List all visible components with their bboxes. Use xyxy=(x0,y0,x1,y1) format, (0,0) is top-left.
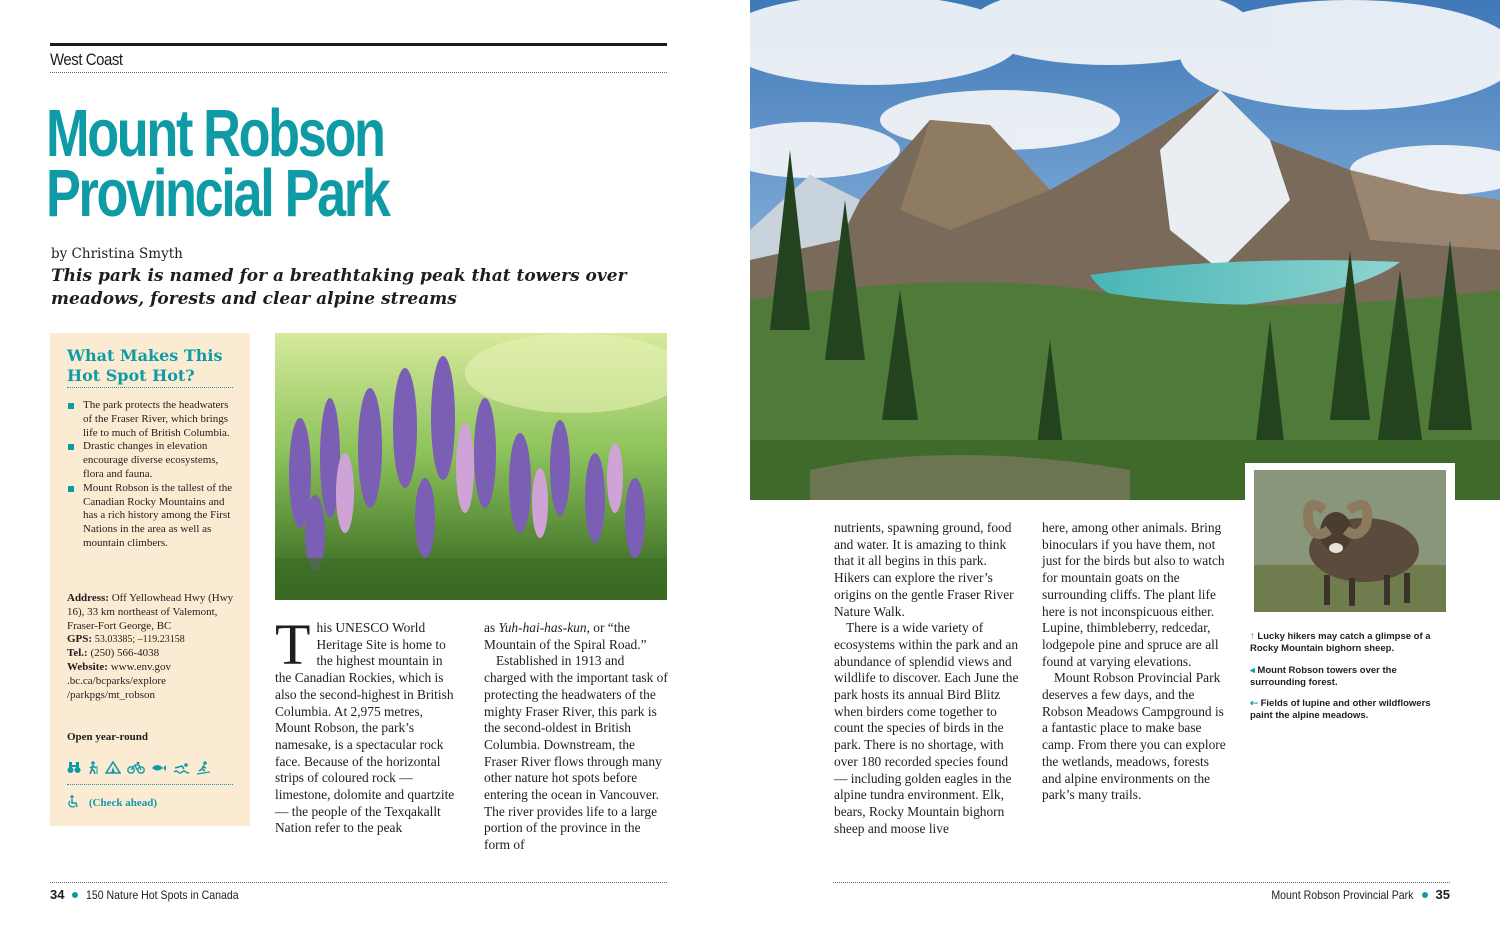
sidebar-bullet-list xyxy=(67,399,237,551)
mount-robson-photo xyxy=(750,0,1500,500)
body-column-2 xyxy=(484,620,668,854)
camping-icon xyxy=(105,761,121,777)
sidebar-divider xyxy=(67,784,233,785)
cycling-icon xyxy=(127,761,145,777)
body-column-4 xyxy=(1042,520,1228,804)
hiking-icon xyxy=(87,761,99,777)
body-paragraph: here, among other animals. Bring binoculars if you have them, not just for the birds but also to watch for mountain goats on the surrounding cliffs. The plant life here is not inconspicuous either. Lupine, thimbleberry, redcedar, lodgepole pine and spruce are all found at varying elevations. xyxy=(1042,520,1225,669)
accessibility-note xyxy=(67,795,157,809)
park-info xyxy=(67,592,237,702)
arrow-left-icon: ⇠ xyxy=(1250,698,1258,709)
text-run: as xyxy=(484,620,496,635)
accessibility-text: (Check ahead) xyxy=(88,797,157,809)
native-name: Yuh-hai-has-kun xyxy=(498,620,587,635)
tel-label: Tel.: xyxy=(67,647,88,660)
top-rule xyxy=(50,43,667,46)
body-paragraph xyxy=(484,620,668,653)
list-item: Mount Robson is the tallest of the Canadian Rocky Mountains and has a rich history among the First Nations in the area as well as mountain climbers. xyxy=(67,482,237,551)
activity-icons xyxy=(67,761,237,777)
bighorn-sheep-photo xyxy=(1254,470,1446,612)
body-paragraph: his UNESCO World Heritage Site is home to the highest mountain in the Canadian Rockies, which is also the second-highest in British Columbia. At 2,975 metres, Mount Robson, the park’s namesake, is a spectacular rock face. Because of the horizontal strips of coloured rock — limestone, dolomite and quartzite — the people of the Texqakallt Nation refer to the peak xyxy=(275,620,455,836)
arrow-up-icon: ↑ xyxy=(1250,631,1255,642)
running-head: Mount Robson Provincial Park xyxy=(1271,887,1414,902)
section-divider xyxy=(50,72,667,73)
book-title: 150 Nature Hot Spots in Canada xyxy=(86,887,240,902)
folio-dot-icon xyxy=(72,892,78,898)
footer-right xyxy=(1252,887,1450,902)
skiing-icon xyxy=(196,761,211,777)
body-column-3 xyxy=(834,520,1020,837)
caption-text: Lucky hikers may catch a glimpse of a Rocky Mountain bighorn sheep. xyxy=(1250,631,1431,654)
title-line-1: Mount Robson xyxy=(46,96,384,171)
drop-cap: T xyxy=(275,612,311,677)
photo-caption xyxy=(1250,631,1450,654)
sidebar-divider xyxy=(67,387,233,388)
article-title xyxy=(46,96,530,231)
swimming-icon xyxy=(173,761,190,777)
footer-divider xyxy=(833,882,1450,883)
binoculars-icon xyxy=(67,761,81,777)
website-label: Website: xyxy=(67,660,108,673)
page-number: 35 xyxy=(1435,887,1450,902)
gps-value: 53.03385; –119.23158 xyxy=(94,634,185,646)
footer-divider xyxy=(50,882,667,883)
caption-text: Fields of lupine and other wildflowers paint the alpine meadows. xyxy=(1250,698,1431,721)
list-item: Drastic changes in elevation encourage diverse ecosystems, flora and fauna. xyxy=(67,440,237,481)
body-column-1 xyxy=(275,612,459,837)
hot-spot-sidebar xyxy=(50,333,250,826)
text-run: , or “the Mountain of the Spiral Road.” xyxy=(484,620,647,652)
title-line-2: Provincial Park xyxy=(46,156,389,231)
gps-label: GPS: xyxy=(67,633,93,646)
list-item: The park protects the headwaters of the Fraser River, which brings life to much of British Columbia. xyxy=(67,399,237,440)
arrow-left-icon: ◂ xyxy=(1250,665,1255,676)
lupine-photo xyxy=(275,333,667,600)
footer-left xyxy=(50,887,260,902)
section-label: West Coast xyxy=(50,50,123,69)
open-hours: Open year-round xyxy=(67,731,148,743)
folio-dot-icon xyxy=(1422,892,1428,898)
page-number: 34 xyxy=(50,887,65,902)
deck: This park is named for a breathtaking peak that towers over meadows, forests and clear alpine streams xyxy=(51,266,627,309)
caption-text: Mount Robson towers over the surrounding forest. xyxy=(1250,665,1397,688)
address-label: Address: xyxy=(67,592,109,604)
byline: by Christina Smyth xyxy=(51,246,183,262)
body-paragraph: Mount Robson Provincial Park deserves a few days, and the Robson Meadows Campground is a fantastic place to make base camp. From there you can explore the wetlands, meadows, forests and alpine environments on the park’s many trails. xyxy=(1042,670,1226,803)
fishing-icon xyxy=(151,761,167,777)
address-value: Off Yellowhead Hwy (Hwy 16), 33 km northeast of Valemont, Fraser-Fort George, BC xyxy=(67,592,234,632)
body-paragraph: There is a wide variety of ecosystems within the park and an abundance of splendid views and wildlife to discover. Each June the park hosts its annual Bird Blitz when birders come together to count the species of birds in the park. There is no shortage, with over 180 recorded species found — including golden eagles in the alpine tundra environment. Elk, bears, Rocky Mountain bighorn sheep and moose live xyxy=(834,620,1019,836)
body-paragraph: Established in 1913 and charged with the important task of protecting the headwaters of the mighty Fraser River, this park is the second-oldest in British Columbia. Downstream, the Fraser River flows through many other nature hot spots before entering the ocean in Vancouver. The river provides life to a large portion of the province in the form of xyxy=(484,653,668,853)
wheelchair-icon xyxy=(67,796,83,809)
tel-value: (250) 566-4038 xyxy=(90,647,160,660)
body-paragraph: nutrients, spawning ground, food and water. It is amazing to think that it all begins in this park. Hikers can explore the river’s origins on the gentle Fraser River Nature Walk. xyxy=(834,520,1014,619)
website-link[interactable]: www.env.gov .bc.ca/bcparks/explore /parkpgs/mt_robson xyxy=(67,660,171,701)
photo-caption xyxy=(1250,665,1450,688)
photo-caption xyxy=(1250,698,1450,721)
sidebar-heading: What Makes This Hot Spot Hot? xyxy=(67,346,223,385)
